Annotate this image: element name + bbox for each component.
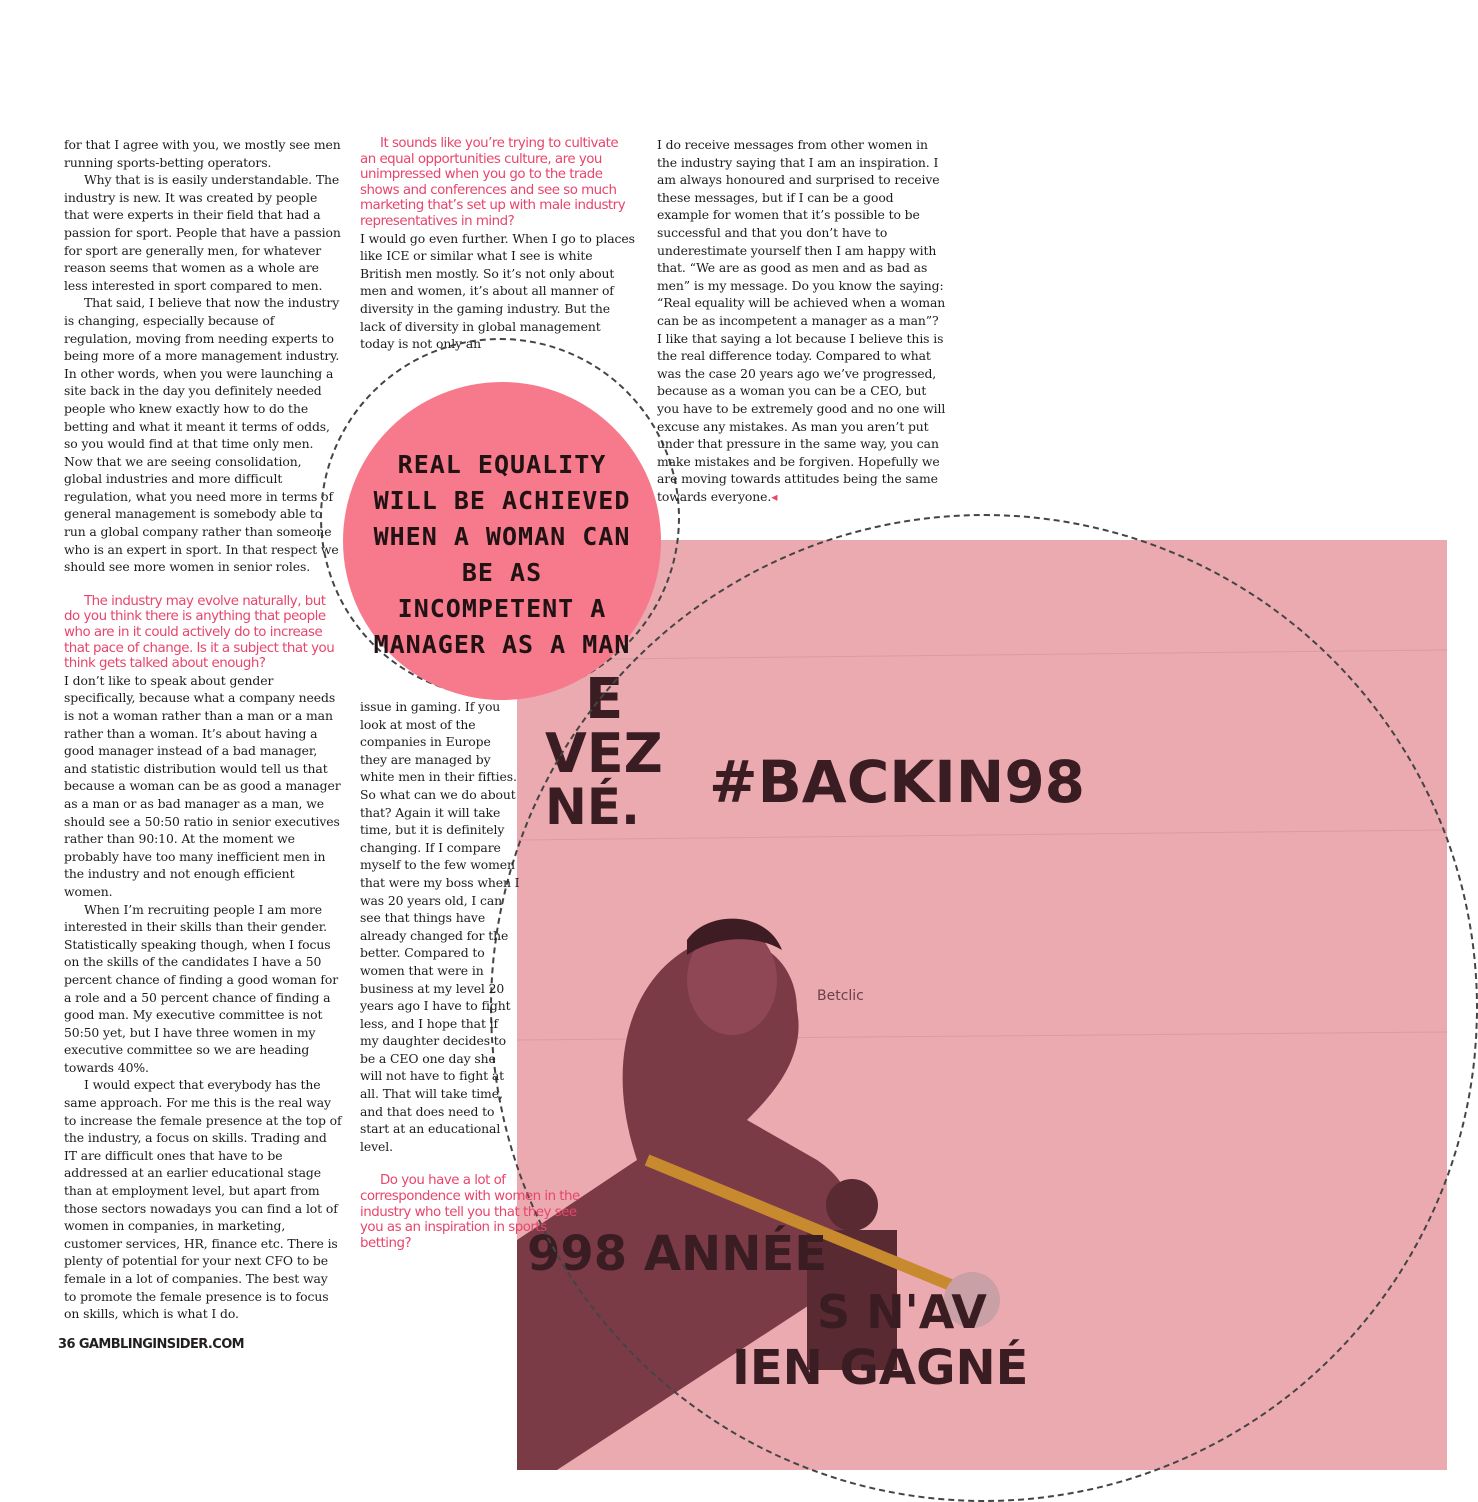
interview-question: Do you have a lot of correspondence with women in the industry who tell you that they see you as an inspiration in sports betting?	[360, 1173, 580, 1251]
interview-question: It sounds like you’re trying to cultivate an equal opportunities culture, are you unimpressed when you go to the trade shows and conferences and see so much marketing that’s set up with male industry representatives in mind?	[360, 136, 626, 229]
paragraph: I would go even further. When I go to places like ICE or similar what I see is white British men mostly. So it’s not only about men and women, it’s about all manner of diversity in the gaming industry. But the lack of diversity in global management today is not only an	[360, 230, 635, 352]
interview-question: The industry may evolve naturally, but do you think there is anything that people who are in it could actively do to increase that pace of change. Is it a subject that you think gets talked about enough?	[64, 593, 335, 672]
poster-bottom-3: IEN GAGNÉ	[732, 1340, 1029, 1396]
hashtag-text: #BACKIN98	[709, 748, 1086, 816]
paragraph	[657, 136, 947, 505]
column-3	[657, 136, 947, 505]
paragraph: for that I agree with you, we mostly see men running sports-betting operators.	[64, 137, 341, 170]
photo-dashed-ring	[490, 514, 1478, 1502]
pull-quote-circle	[343, 382, 661, 700]
column-2-top	[360, 136, 636, 353]
brand-text: Betclic	[817, 988, 864, 1004]
page-number: 36	[58, 1337, 75, 1352]
column-2-bottom	[360, 698, 580, 1251]
paragraph: issue in gaming. If you look at most of the companies in Europe they are managed by white men in their fifties. So what can we do about that? Again it will take time, but it is definitely changing. If I compare myself to the few women that were my boss when I was 20 years old, I can see that things have already changed for the better. Compared to women that were in business at my level 20 years ago I have to fight less, and I hope that if my daughter decides to be a CEO one day she will not have to fight at all. That will take time, and that does need to start at an educational level.	[360, 699, 520, 1154]
page-footer	[58, 1337, 244, 1352]
paragraph: When I’m recruiting people I am more interested in their skills than their gender. Statistically speaking though, when I focus on the skills of the candidates I have a 50 percent chance of finding a good woman for a role and a 50 percent chance of finding a good man. My executive committee is not 50:50 yet, but I have three women in my executive committee so we are heading towards 40%.	[64, 901, 339, 1075]
paragraph-text: I do receive messages from other women in the industry saying that I am an inspiration. I am always honoured and surprised to receive these messages, but if I can be a good example for women that it’s possible to be successful and that you don’t have to underestimate yourself then I am happy with that. “We are as good as men and as bad as men” is my message. Do you know the saying: “Real equality will be achieved when a woman can be as incompetent a manager as a man”? I like that saying a lot because I believe this is the real difference today. Compared to what was the case 20 years ago we’ve progressed, because as a woman you can be a CEO, but you have to be extremely good and no one will excuse any mistakes. As man you aren’t put under that pressure in the same way, you can make mistakes and be forgiven. Hopefully we are moving towards attitudes being the same towards everyone.	[657, 137, 946, 504]
paragraph: I would expect that everybody has the same approach. For me this is the real way to increase the female presence at the top of the industry, a focus on skills. Trading and IT are difficult ones that have to be addressed at an earlier educational stage than at employment level, but apart from those sectors nowadays you can find a lot of women in companies, in marketing, customer services, HR, finance etc. There is plenty of potential for your next CFO to be female in a lot of companies. The best way to promote the female presence is to focus on skills, which is what I do.	[64, 1077, 342, 1322]
end-mark-icon: ◂	[771, 488, 778, 504]
pull-quote: REAL EQUALITY WILL BE ACHIEVED WHEN A WOMAN CAN BE AS INCOMPETENT A MANAGER AS A MAN	[373, 450, 631, 659]
paragraph: That said, I believe that now the industry is changing, especially because of regulation, moving from needing experts to being more of a more management industry. In other words, when you were launching a site back in the day you definitely needed people who knew exactly how to do the betting and what it meant it terms of odds, so you would find at that time only men. Now that we are seeing consolidation, global industries and more difficult regulation, what you need more in terms of general management is somebody able to run a global company rather than someone who is an expert in sport. In that respect we should see more women in senior roles.	[64, 295, 340, 575]
poster-bottom-1: 998 ANNÉE	[527, 1226, 827, 1282]
poster-text-3: NÉ.	[545, 778, 640, 836]
site-name: GAMBLINGINSIDER.COM	[78, 1337, 244, 1352]
poster-bottom-2: S N'AV	[817, 1285, 987, 1339]
column-1	[64, 136, 342, 1323]
paragraph: I don’t like to speak about gender specifically, because what a company needs is not a woman rather than a man or a man rather than a woman. It’s about having a good manager instead of a bad manager, and statistic distribution would tell us that because a woman can be as good a manager as a man or as bad manager as a man, we should see a 50:50 ratio in senior executives rather than 90:10. At the moment we probably have too many inefficient men in the industry and not enough efficient women.	[64, 672, 341, 899]
poster-text-1: E	[585, 667, 624, 732]
paragraph: Why that is is easily understandable. The industry is new. It was created by people that were experts in their field that had a passion for sport. People that have a passion for sport are generally men, for whatever reason seems that women as a whole are less interested in sport compared to men.	[64, 172, 341, 293]
poster-text-2: VEZ	[545, 722, 663, 785]
